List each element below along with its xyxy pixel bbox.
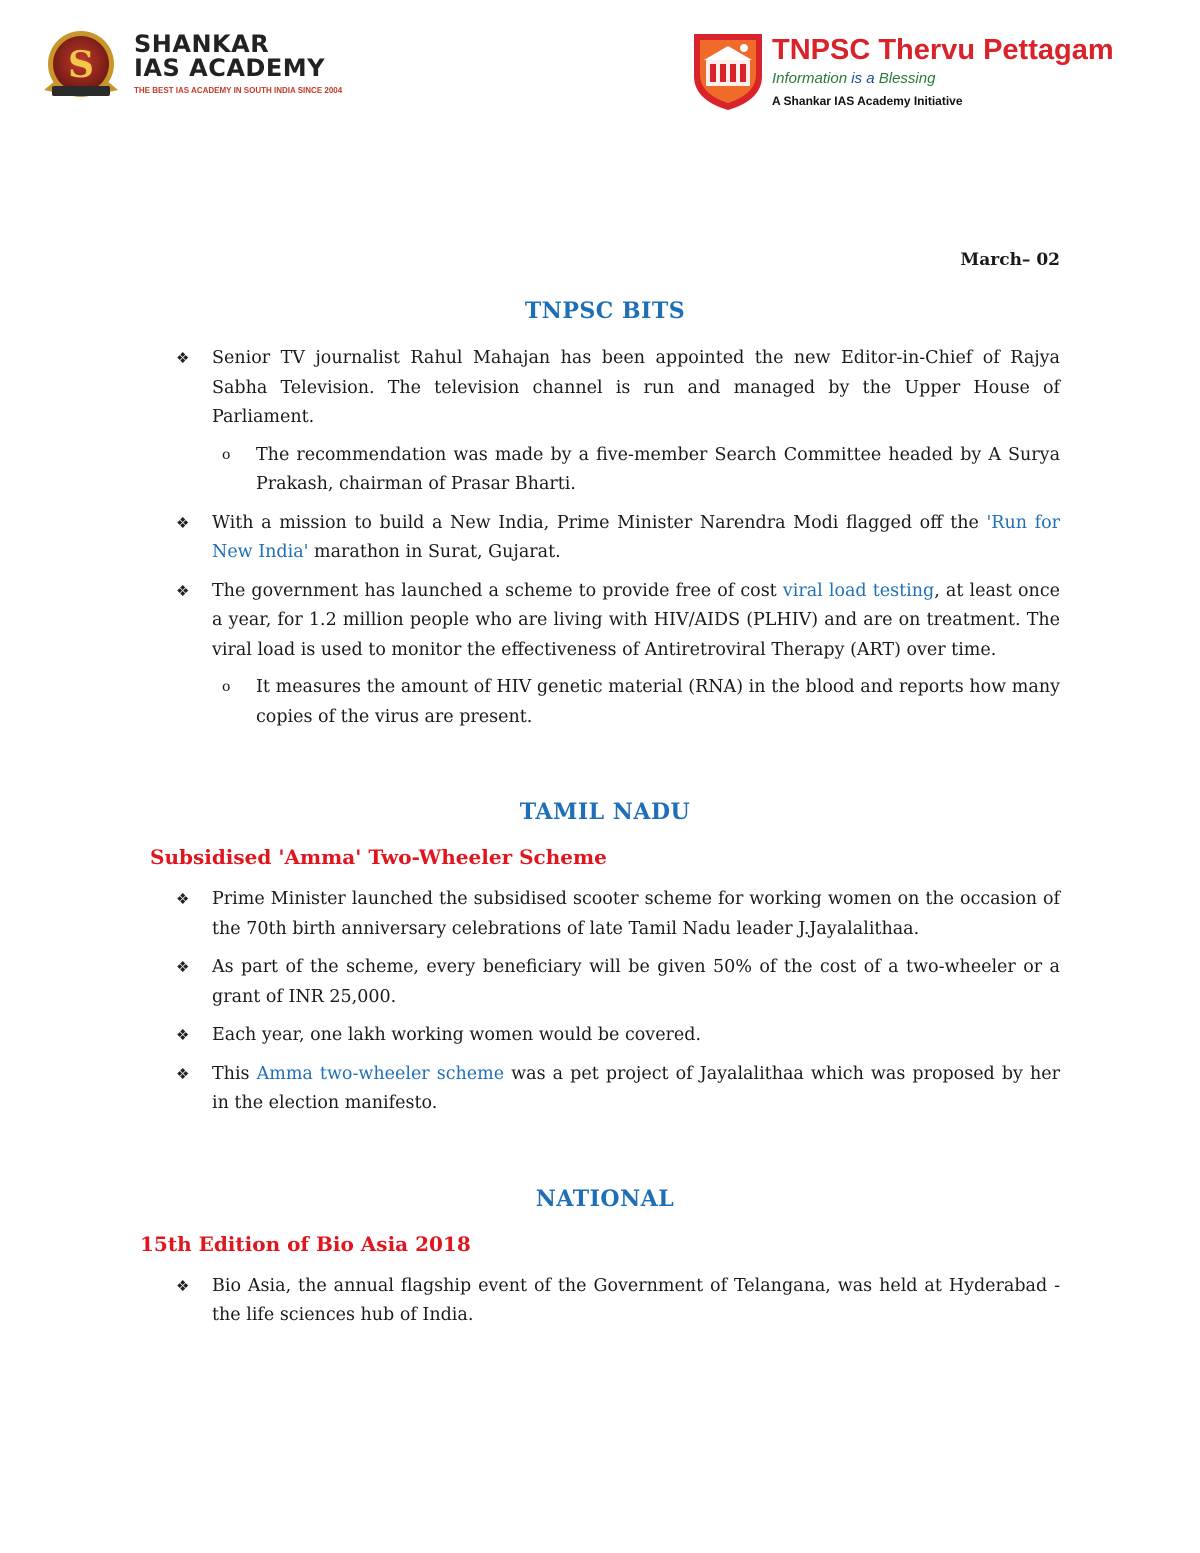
diamond-bullet-icon: ❖ xyxy=(176,513,190,532)
highlight-viral-load-testing: viral load testing xyxy=(782,580,935,601)
tnpsc-thervu-pettagam-logo xyxy=(692,30,1152,114)
national-list xyxy=(150,1272,1060,1331)
shankar-ias-logo xyxy=(38,28,368,108)
sub-list-item: o It measures the amount of HIV genetic material (RNA) in the blood and reports how many copies of the virus are present. xyxy=(150,673,1060,732)
subsection-title-bio-asia: 15th Edition of Bio Asia 2018 xyxy=(140,1231,471,1256)
brand-title: TNPSC Thervu Pettagam xyxy=(772,34,1114,66)
document-body xyxy=(140,250,1060,1340)
document-date: March– 02 xyxy=(960,250,1060,270)
section-title-tnpsc-bits: TNPSC BITS xyxy=(524,298,686,324)
list-item: ❖ With a mission to build a New India, Prime Minister Narendra Modi flagged off the 'Run for New India' marathon in Surat, Gujarat. xyxy=(150,509,1060,568)
list-item: ❖ As part of the scheme, every beneficiary will be given 50% of the cost of a two-wheeler or a grant of INR 25,000. xyxy=(150,953,1060,1012)
list-item: ❖ Bio Asia, the annual flagship event of the Government of Telangana, was held at Hyderabad - the life sciences hub of India. xyxy=(150,1272,1060,1331)
diamond-bullet-icon: ❖ xyxy=(176,1064,190,1083)
diamond-bullet-icon: ❖ xyxy=(176,349,190,367)
svg-text:S: S xyxy=(68,44,94,86)
brand-initiative: A Shankar IAS Academy Initiative xyxy=(772,94,963,108)
shield-icon xyxy=(692,30,764,112)
highlight-amma-scheme: Amma two-wheeler scheme xyxy=(256,1063,505,1084)
sub-list xyxy=(150,441,1060,500)
brand-motto: Information is a Blessing xyxy=(772,70,936,87)
circle-bullet-icon: o xyxy=(222,446,231,463)
diamond-bullet-icon: ❖ xyxy=(176,1026,190,1044)
tnpsc-bits-list xyxy=(150,344,1060,732)
shankar-ias-name: SHANKAR IAS ACADEMY xyxy=(134,30,325,82)
list-item: ❖ The government has launched a scheme to provide free of cost viral load testing, at least once a year, for 1.2 million people who are living with HIV/AIDS (PLHIV) and are on treatment. The viral load is used to monitor the effectiveness of Antiretroviral Therapy (ART) over time. o It measures the amount of HIV genetic material (RNA) in the blood and reports how many copies of the virus are present. xyxy=(150,577,1060,733)
list-item: ❖ Senior TV journalist Rahul Mahajan has been appointed the new Editor-in-Chief of Rajya Sabha Television. The television channel is run and managed by the Upper House of Parliament. o The recommendation was made by a five-member Search Committee headed by A Surya Prakash, chairman of Prasar Bharti. xyxy=(150,344,1060,500)
sub-list-item: o The recommendation was made by a five-member Search Committee headed by A Surya Prakash, chairman of Prasar Bharti. xyxy=(150,441,1060,500)
highlight-run-for-new-india: 'Run for New India' xyxy=(212,512,1060,562)
list-item: ❖ Each year, one lakh working women would be covered. xyxy=(150,1021,1060,1051)
subsection-title-amma-scheme: Subsidised 'Amma' Two-Wheeler Scheme xyxy=(150,845,607,869)
shankar-tagline: THE BEST IAS ACADEMY IN SOUTH INDIA SINCE 2004 xyxy=(134,86,343,95)
shankar-seal-icon xyxy=(38,28,124,106)
tamil-nadu-list xyxy=(150,885,1060,1119)
diamond-bullet-icon: ❖ xyxy=(176,1276,190,1295)
list-item: ❖ Prime Minister launched the subsidised scooter scheme for working women on the occasion of the 70th birth anniversary celebrations of late Tamil Nadu leader J.Jayalalithaa. xyxy=(150,885,1060,944)
diamond-bullet-icon: ❖ xyxy=(176,958,190,976)
diamond-bullet-icon: ❖ xyxy=(176,890,190,908)
circle-bullet-icon: o xyxy=(222,679,231,695)
sub-list xyxy=(150,673,1060,732)
diamond-bullet-icon: ❖ xyxy=(176,581,190,600)
list-item: ❖ This Amma two-wheeler scheme was a pet project of Jayalalithaa which was proposed by her in the election manifesto. xyxy=(150,1060,1060,1119)
section-title-national: NATIONAL xyxy=(535,1185,675,1212)
section-title-tamil-nadu: TAMIL NADU xyxy=(519,799,691,825)
